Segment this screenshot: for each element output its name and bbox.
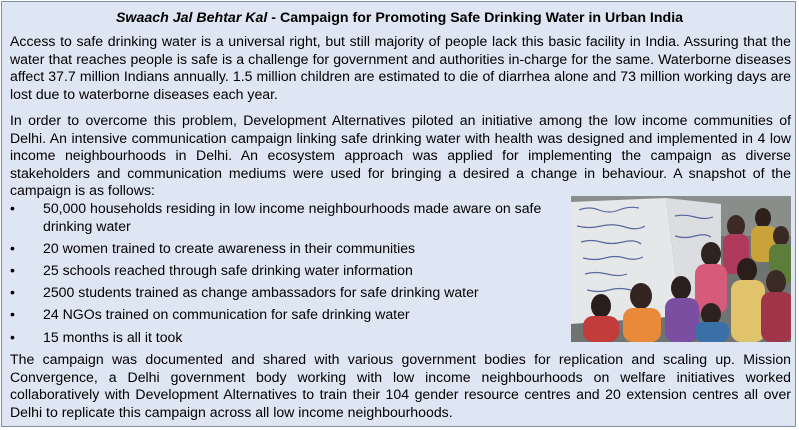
- list-item: [10, 240, 565, 258]
- bullet-text: 24 NGOs trained on communication for safe drinking water: [43, 306, 410, 323]
- bullet-icon: •: [10, 261, 15, 278]
- bullet-text: 50,000 households residing in low income neighbourhoods made aware on safe drinking water: [43, 200, 542, 234]
- list-item: [10, 284, 565, 302]
- title-campaign-name: Swaach Jal Behtar Kal: [115, 10, 268, 26]
- campaign-photo-illustration: [571, 196, 791, 342]
- bullet-icon: •: [10, 284, 15, 301]
- campaign-box: [1, 1, 796, 427]
- bullet-icon: •: [10, 239, 15, 256]
- bullet-text: 20 women trained to create awareness in their communities: [43, 239, 416, 256]
- page-title: [2, 10, 797, 26]
- list-item: [10, 306, 565, 324]
- list-item: [10, 329, 565, 347]
- bullet-text: 2500 students trained as change ambassadors for safe drinking water: [43, 284, 479, 301]
- list-item: [10, 262, 565, 280]
- closing-paragraph: The campaign was documented and shared with various government bodies for replication and scaling up. Mission Convergence, a Delhi government body working with low income neighbourhoods on welfare initiatives worked collaboratively with Development Alternatives to train their 104 gender resource centres and 20 extension centres all over Delhi to replicate this campaign across all low income neighbourhoods.: [10, 351, 791, 420]
- intro-paragraph: Access to safe drinking water is a universal right, but still majority of people lack this basic facility in India. Assuring that the water that reaches people is safe is a challenge for government and authorities in-charge for the same. Waterborne diseases affect 37.7 million Indians annually. 1.5 million children are estimated to die of diarrhea alone and 73 million working days are lost due to waterborne diseases each year.: [10, 33, 791, 102]
- campaign-paragraph: In order to overcome this problem, Development Alternatives piloted an initiative among the low income communities of Delhi. An intensive communication campaign linking safe drinking water with health was designed and implemented in 4 low income neighbourhoods in Delhi. An ecosystem approach was applied for implementing the campaign as diverse stakeholders and communication mediums were used for bringing a desired a change in behaviour. A snapshot of the campaign is as follows:: [10, 112, 791, 199]
- bullet-icon: •: [10, 306, 15, 323]
- bullet-icon: •: [10, 200, 15, 216]
- bullet-text: 15 months is all it took: [43, 328, 183, 345]
- title-subtitle: - Campaign for Promoting Safe Drinking Water in Urban India: [267, 10, 684, 26]
- campaign-photo: [571, 196, 791, 342]
- bullet-icon: •: [10, 328, 15, 345]
- list-item: [10, 200, 565, 235]
- campaign-snapshot-list: [10, 200, 565, 351]
- bullet-text: 25 schools reached through safe drinking water information: [43, 261, 413, 278]
